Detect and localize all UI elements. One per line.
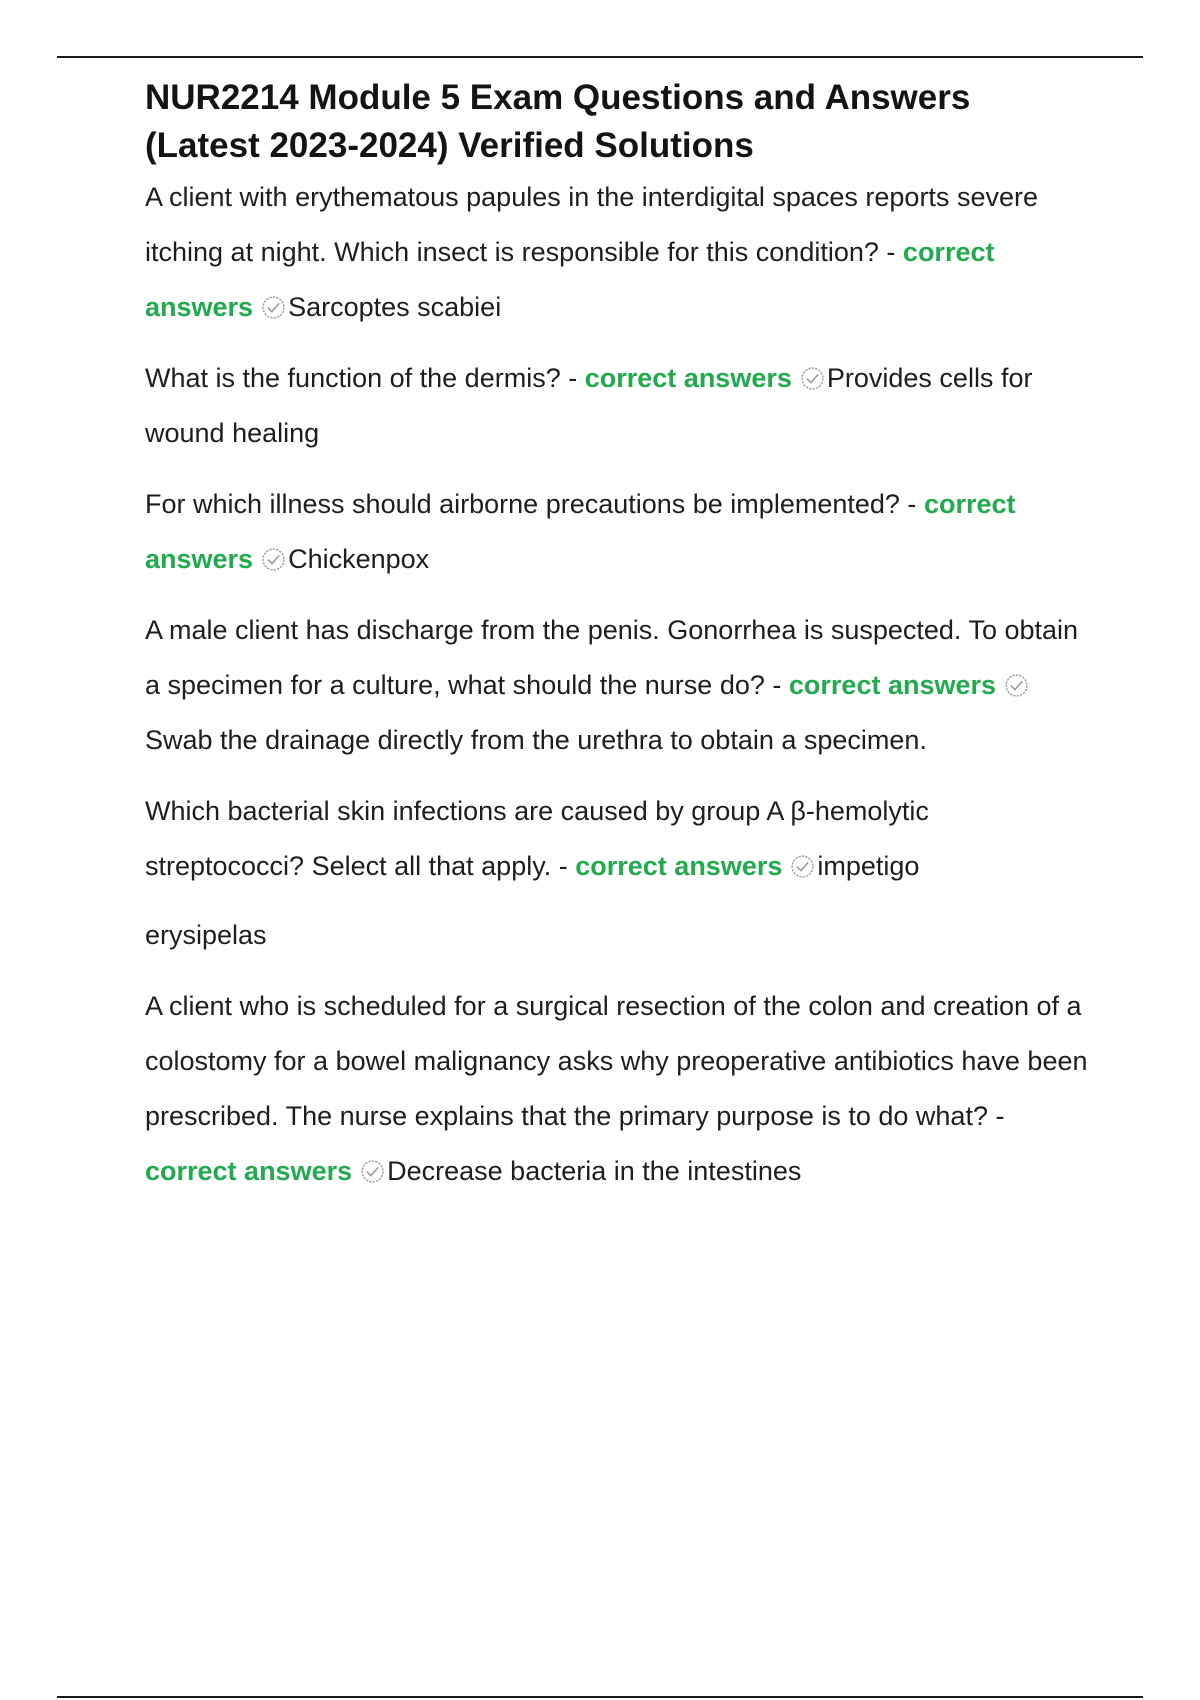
answer-text: Sarcoptes scabiei	[288, 292, 502, 322]
question-text: For which illness should airborne precautions be implemented?	[145, 489, 900, 519]
correct-answers-label: correct answers	[575, 851, 783, 881]
qa-item	[145, 603, 1095, 768]
title-line-1: NUR2214 Module 5 Exam Questions and Answers	[145, 78, 971, 117]
separator: -	[907, 489, 917, 519]
answer-text: Chickenpox	[288, 544, 430, 574]
check-circle-icon	[1004, 673, 1029, 698]
correct-answers-label: correct answers	[788, 670, 997, 700]
qa-item	[145, 351, 1095, 461]
correct-answers-label: correct answers	[145, 237, 995, 322]
document-body	[145, 74, 1095, 1215]
answer-text: Swab the drainage directly from the urethra to obtain a specimen.	[145, 725, 927, 755]
correct-answers-label: correct answers	[145, 489, 1016, 574]
correct-answers-label: correct answers	[145, 1156, 353, 1186]
check-circle-icon	[360, 1159, 385, 1184]
qa-item	[145, 784, 1095, 894]
check-circle-icon	[261, 295, 286, 320]
check-circle-icon	[790, 854, 815, 879]
answer-text: Decrease bacteria in the intestines	[387, 1156, 802, 1186]
top-divider	[57, 56, 1143, 58]
question-text: Which bacterial skin infections are caused by group A β-hemolytic streptococci? Select all that apply.	[145, 796, 929, 881]
question-text: What is the function of the dermis?	[145, 363, 561, 393]
answer-continued: erysipelas	[145, 920, 267, 950]
question-text: A male client has discharge from the penis. Gonorrhea is suspected. To obtain a specimen for a culture, what should the nurse do?	[145, 615, 1079, 700]
question-text: A client with erythematous papules in the interdigital spaces reports severe itching at night. Which insect is responsible for this condition?	[145, 182, 1038, 267]
separator: -	[772, 670, 782, 700]
qa-item	[145, 170, 1095, 335]
qa-item	[145, 979, 1095, 1199]
title-line-2: (Latest 2023-2024) Verified Solutions	[145, 126, 754, 165]
question-text: A client who is scheduled for a surgical resection of the colon and creation of a colostomy for a bowel malignancy asks why preoperative antibiotics have been prescribed. The nurse explains that the primary purpose is to do what?	[145, 991, 1088, 1131]
separator: -	[568, 363, 578, 393]
check-circle-icon	[800, 366, 825, 391]
document-title	[145, 74, 1095, 170]
separator: -	[995, 1101, 1005, 1131]
answer-text: Provides cells for wound healing	[145, 363, 1033, 448]
qa-list	[145, 170, 1095, 1199]
check-circle-icon	[261, 547, 286, 572]
correct-answers-label: correct answers	[584, 363, 792, 393]
separator: -	[558, 851, 568, 881]
answer-text: impetigo	[817, 851, 920, 881]
qa-item	[145, 477, 1095, 587]
separator: -	[886, 237, 896, 267]
bottom-divider	[57, 1696, 1143, 1698]
